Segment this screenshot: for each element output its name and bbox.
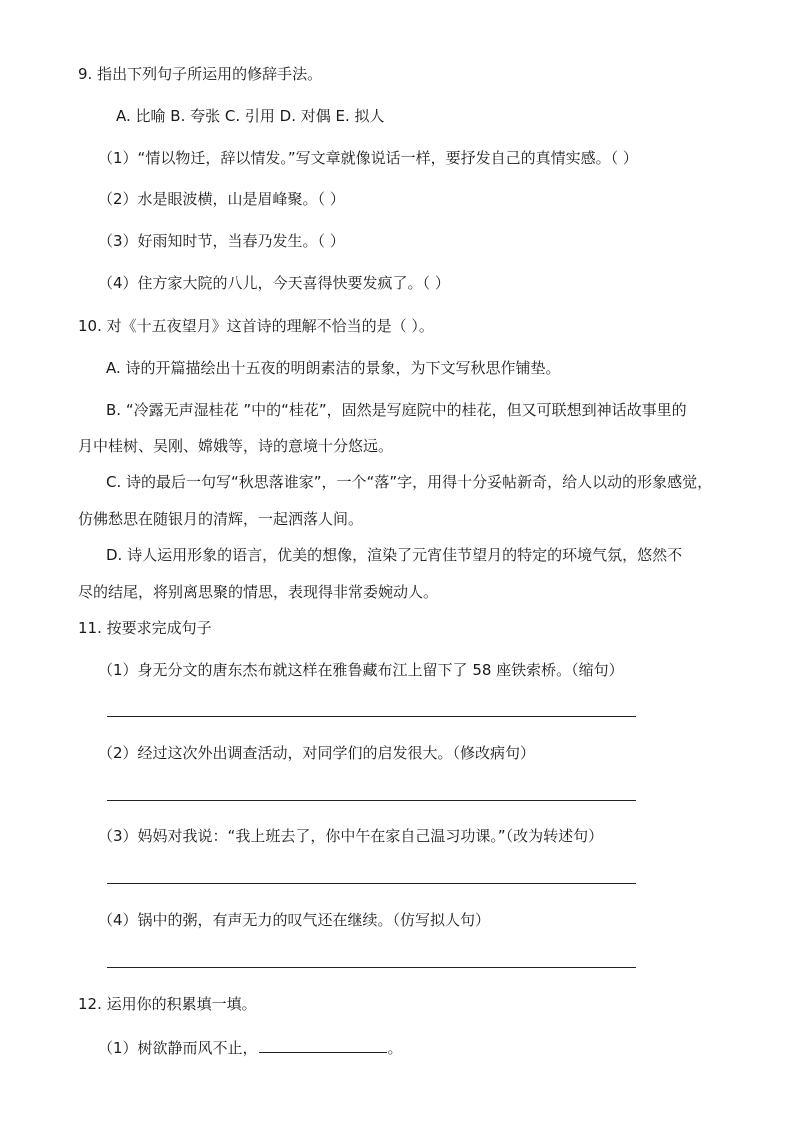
answer-line-1[interactable]: [107, 716, 636, 717]
q11-item-1: （1）身无分文的唐东杰布就这样在雅鲁藏布江上留下了 58 座铁索桥。（缩句）: [98, 661, 624, 679]
q10-option-c-line1: C. 诗的最后一句写“秋思落谁家”，一个“落”字，用得十分妥帖新奇，给人以动的形象感觉，: [106, 473, 713, 491]
q10-option-a: A. 诗的开篇描绘出十五夜的明朗素洁的景象，为下文写秋思作铺垫。: [106, 359, 561, 377]
q10-stem: 10. 对《十五夜望月》这首诗的理解不恰当的是（ ）。: [78, 317, 434, 335]
q11-item-3: （3）妈妈对我说：“我上班去了，你中午在家自己温习功课。”（改为转述句）: [98, 827, 604, 845]
answer-line-2[interactable]: [107, 800, 636, 801]
answer-line-4[interactable]: [107, 967, 636, 968]
q11-item-2: （2）经过这次外出调查活动，对同学们的启发很大。（修改病句）: [98, 744, 536, 762]
q10-option-b-line1: B. “冷露无声湿桂花 ”中的“桂花”，固然是写庭院中的桂花，但又可联想到神话故事里的: [106, 401, 687, 419]
fill-blank-1[interactable]: [259, 1037, 387, 1053]
q9-item-1: （1）“情以物迁，辞以情发。”写文章就像说话一样，要抒发自己的真情实感。（ ）: [98, 149, 638, 167]
q9-options: A. 比喻 B. 夸张 C. 引用 D. 对偶 E. 拟人: [116, 107, 385, 125]
q9-item-3: （3）好雨知时节，当春乃发生。（ ）: [98, 232, 345, 250]
q11-stem: 11. 按要求完成句子: [78, 619, 212, 637]
answer-line-3[interactable]: [107, 883, 636, 884]
q12-item-1-suffix: 。: [387, 1039, 403, 1057]
q12-item-1: [98, 1037, 403, 1058]
q12-item-1-prefix: （1）树欲静而风不止，: [98, 1039, 258, 1057]
q10-option-d-line1: D. 诗人运用形象的语言，优美的想像，渲染了元宵佳节望月的特定的环境气氛，悠然不: [106, 546, 683, 564]
q9-item-4: （4）住方家大院的八儿，今天喜得快要发疯了。（ ）: [98, 274, 450, 292]
q11-item-4: （4）锅中的粥，有声无力的叹气还在继续。（仿写拟人句）: [98, 911, 491, 929]
q10-option-b-line2: 月中桂树、吴刚、嫦娥等，诗的意境十分悠远。: [78, 437, 394, 455]
q9-item-2: （2）水是眼波横，山是眉峰聚。（ ）: [98, 190, 345, 208]
q12-stem: 12. 运用你的积累填一填。: [78, 995, 257, 1013]
q9-stem: 9. 指出下列句子所运用的修辞手法。: [78, 65, 323, 83]
q10-option-d-line2: 尽的结尾，将别离思聚的情思，表现得非常委婉动人。: [78, 583, 439, 601]
q10-option-c-line2: 仿佛愁思在随银月的清辉，一起洒落人间。: [78, 510, 364, 528]
